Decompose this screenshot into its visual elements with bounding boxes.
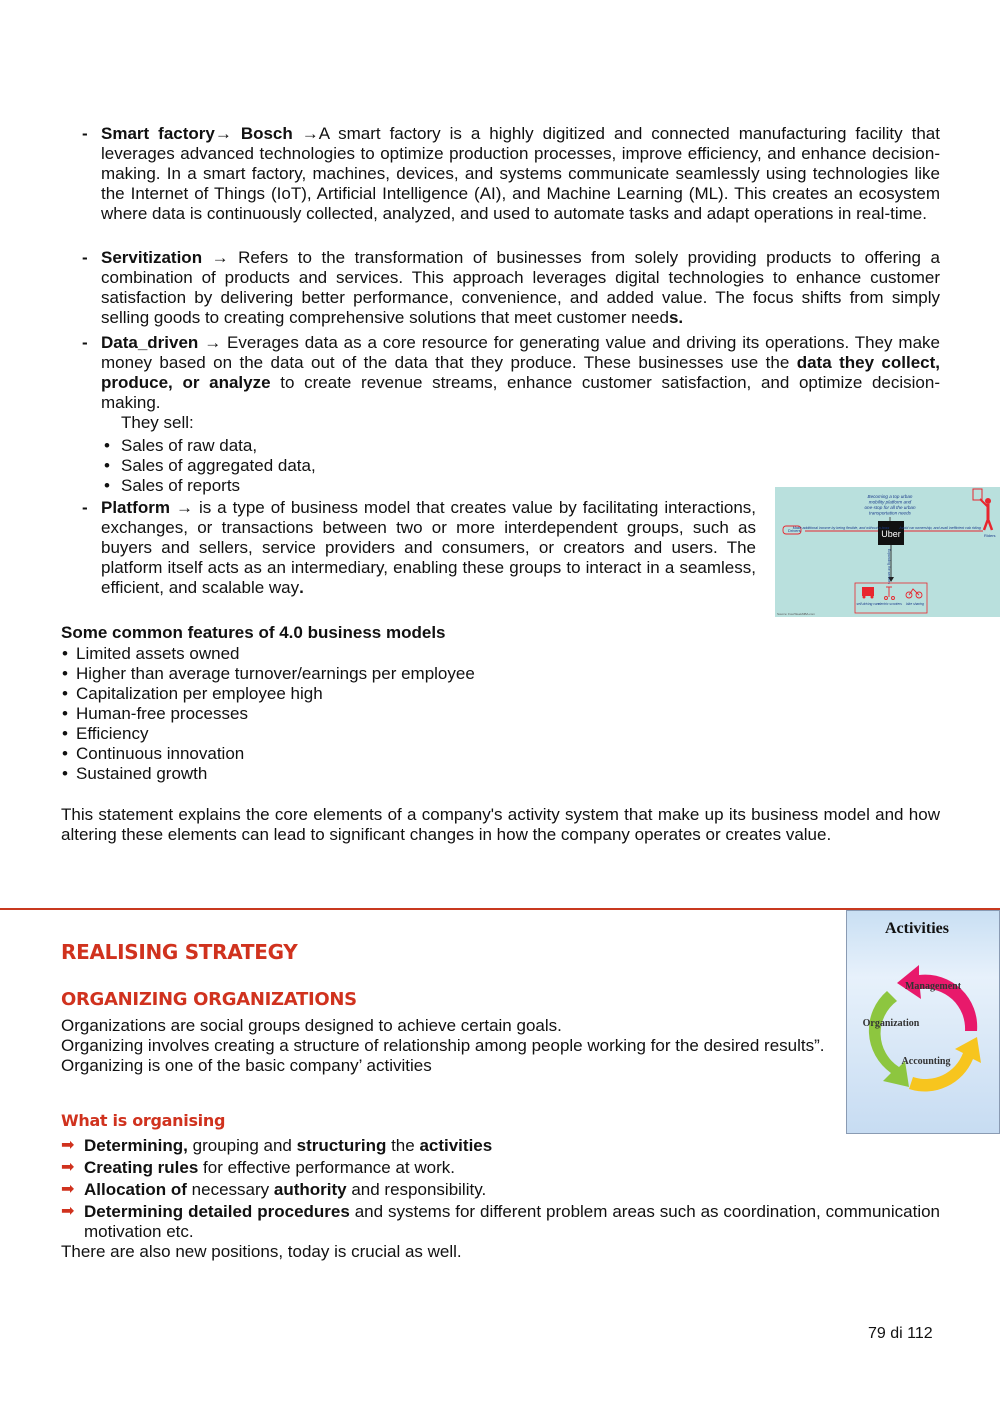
plain-text: necessary — [186, 1180, 274, 1199]
organizing-line: Organizations are social groups designed to achieve certain goals. — [61, 1016, 562, 1035]
organization-arc — [869, 991, 909, 1087]
dash-bullet: - — [82, 498, 88, 517]
data-driven-bold: data they collect, produce, or analyze — [101, 353, 941, 392]
drivers-label: Drivers — [788, 528, 801, 533]
list-item: • Sales of raw data, — [101, 436, 316, 456]
list-item: • Efficiency — [61, 724, 475, 744]
management-label: Management — [904, 981, 962, 992]
right-arrow-icon: ➡ — [61, 1203, 75, 1220]
uber-platform-diagram — [775, 487, 1000, 617]
list-item-smart-factory — [82, 124, 940, 224]
uber-source: Source: FourWeekMBA.com — [777, 612, 815, 616]
data-driven-text-2: to create revenue streams, enhance customer satisfaction, and optimize decision-making. — [101, 373, 940, 412]
activities-diagram-svg — [847, 911, 999, 1133]
organizing-organizations-heading: ORGANIZING ORGANIZATIONS — [61, 989, 357, 1010]
they-sell-label: They sell: — [121, 413, 194, 432]
right-arrow-icon: ➡ — [61, 1159, 75, 1176]
plain-text: and responsibility. — [346, 1180, 487, 1199]
arrow-glyph: → — [204, 333, 222, 352]
features-title — [61, 623, 446, 643]
activities-diagram — [846, 910, 1000, 1134]
plain-text: grouping and — [187, 1136, 297, 1155]
company-bosch: Bosch — [240, 124, 293, 143]
bike-icon — [906, 589, 922, 598]
arrow-glyph: → — [301, 124, 319, 143]
accounting-label: Accounting — [901, 1056, 951, 1067]
plain-text: for effective performance at work. — [198, 1158, 455, 1177]
bold-text: Determining, — [84, 1136, 188, 1155]
bold-text: Creating rules — [84, 1158, 199, 1177]
scooter-icon — [885, 587, 895, 600]
list-item: • Sales of aggregated data, — [101, 456, 316, 476]
list-item: • Higher than average turnover/earnings per employee — [61, 664, 475, 684]
activities-title: Activities — [885, 920, 949, 937]
organizing-paragraph — [61, 1016, 826, 1076]
plain-text: and systems for different problem areas such as coordination, communication motivation etc. — [84, 1202, 941, 1241]
list-item-data-driven — [82, 333, 941, 433]
sales-list — [101, 436, 316, 496]
arrow-glyph: → — [214, 124, 232, 143]
riders-label: Riders — [984, 533, 996, 538]
organising-list — [61, 1136, 940, 1244]
what-is-organising-heading: What is organising — [61, 1111, 226, 1130]
features-title-text: Some common features of 4.0 business models — [61, 623, 446, 642]
servitization-text-end: s. — [668, 308, 684, 327]
term-smart-factory: Smart factory — [101, 124, 215, 143]
bold-text: Allocation of — [84, 1180, 187, 1199]
list-item: • Continuous innovation — [61, 744, 475, 764]
data-driven-text-1: Everages data as a core resource for generating value and driving its operations. They make money based on the data out of the data that they produce. These businesses use the — [101, 333, 940, 372]
vertical-text: Expanding the services — [887, 549, 891, 585]
dash-bullet: - — [82, 248, 88, 267]
term-servitization: Servitization — [101, 248, 203, 267]
uber-top-text: Becoming a top urban mobility platform and one-stop for all the urban transportation needs — [864, 494, 916, 516]
bottom-item: bike sharing — [906, 602, 924, 606]
platform-text: is a type of business model that creates value by facilitating interactions, exchanges, or transactions between two or more interdependent groups, such as buyers and sellers, service providers and consumers, or creators and users. The platform itself acts as an intermediary, enabling these groups to interact in a seamless, efficient, and scalable way — [101, 498, 756, 597]
smart-factory-text: A smart factory is a highly digitized and connected manufacturing facility that leverages advanced technologies to optimize production processes, improve efficiency, and enhance decision-making. In a smart factory, machines, devices, and systems communicate seamlessly using technologies like the Internet of Things (IoT), Artificial Intelligence (AI), and Machine Learning (ML). This creates an ecosystem where data is continuously collected, analyzed, and used to automate tasks and adapt operations in real-time. — [101, 124, 940, 223]
arrow-glyph: → — [211, 248, 229, 267]
rider-icon — [973, 489, 992, 530]
bottom-item: self-driving cars — [856, 602, 880, 606]
right-arrow-icon: ➡ — [61, 1181, 75, 1198]
realising-strategy-heading: REALISING STRATEGY — [61, 940, 298, 964]
dash-bullet: - — [82, 333, 88, 352]
bold-text: Determining detailed procedures — [84, 1202, 350, 1221]
list-item — [61, 1202, 940, 1242]
statement-paragraph: This statement explains the core elements of a company's activity system that make up its business model and how altering these elements can lead to significant changes in how the company operates or creates value. — [61, 805, 940, 844]
organization-label: Organization — [862, 1018, 920, 1029]
plain-text: the — [386, 1136, 420, 1155]
list-item: • Capitalization per employee high — [61, 684, 475, 704]
list-item — [61, 1180, 940, 1200]
riders-text: Avoid car ownership, and avail inefficient cab riding — [899, 526, 981, 530]
uber-diagram-svg — [775, 487, 1000, 617]
drivers-text: Make additional income by being flexible, and without a boss — [792, 526, 890, 530]
list-item-platform — [82, 498, 756, 598]
organizing-line: Organizing is one of the basic company’ activities — [61, 1056, 432, 1075]
uber-label: Uber — [881, 529, 901, 539]
list-item: • Sales of reports — [101, 476, 316, 496]
bold-text: structuring — [296, 1136, 387, 1155]
list-item-servitization — [82, 248, 940, 328]
platform-text-end: . — [299, 578, 304, 597]
list-item: • Sustained growth — [61, 764, 475, 784]
servitization-text: Refers to the transformation of businesses from solely providing products to offering a combination of products and services. This approach leverages digital technologies to enhance customer satisfaction by delivering better performance, convenience, and added value. The focus shifts from simply selling goods to creating comprehensive solutions that meet customer need — [101, 248, 940, 327]
arrow-glyph: → — [175, 498, 193, 517]
list-item: • Limited assets owned — [61, 644, 475, 664]
right-arrow-icon: ➡ — [61, 1137, 75, 1154]
term-platform: Platform — [101, 498, 170, 517]
bottom-item: electric scooters — [878, 602, 902, 606]
list-item — [61, 1136, 940, 1156]
organizing-line: Organizing involves creating a structure of relationship among people working for the desired results”. — [61, 1036, 825, 1055]
list-item — [61, 1158, 940, 1178]
bold-text: authority — [273, 1180, 347, 1199]
list-item: • Human-free processes — [61, 704, 475, 724]
self-driving-car-icon — [862, 587, 874, 599]
bold-text: activities — [419, 1136, 493, 1155]
term-data-driven: Data_driven — [101, 333, 199, 352]
page-number: 79 di 112 — [868, 1325, 933, 1342]
features-list — [61, 644, 475, 784]
closing-line: There are also new positions, today is crucial as well. — [61, 1242, 462, 1261]
dash-bullet: - — [82, 124, 88, 143]
